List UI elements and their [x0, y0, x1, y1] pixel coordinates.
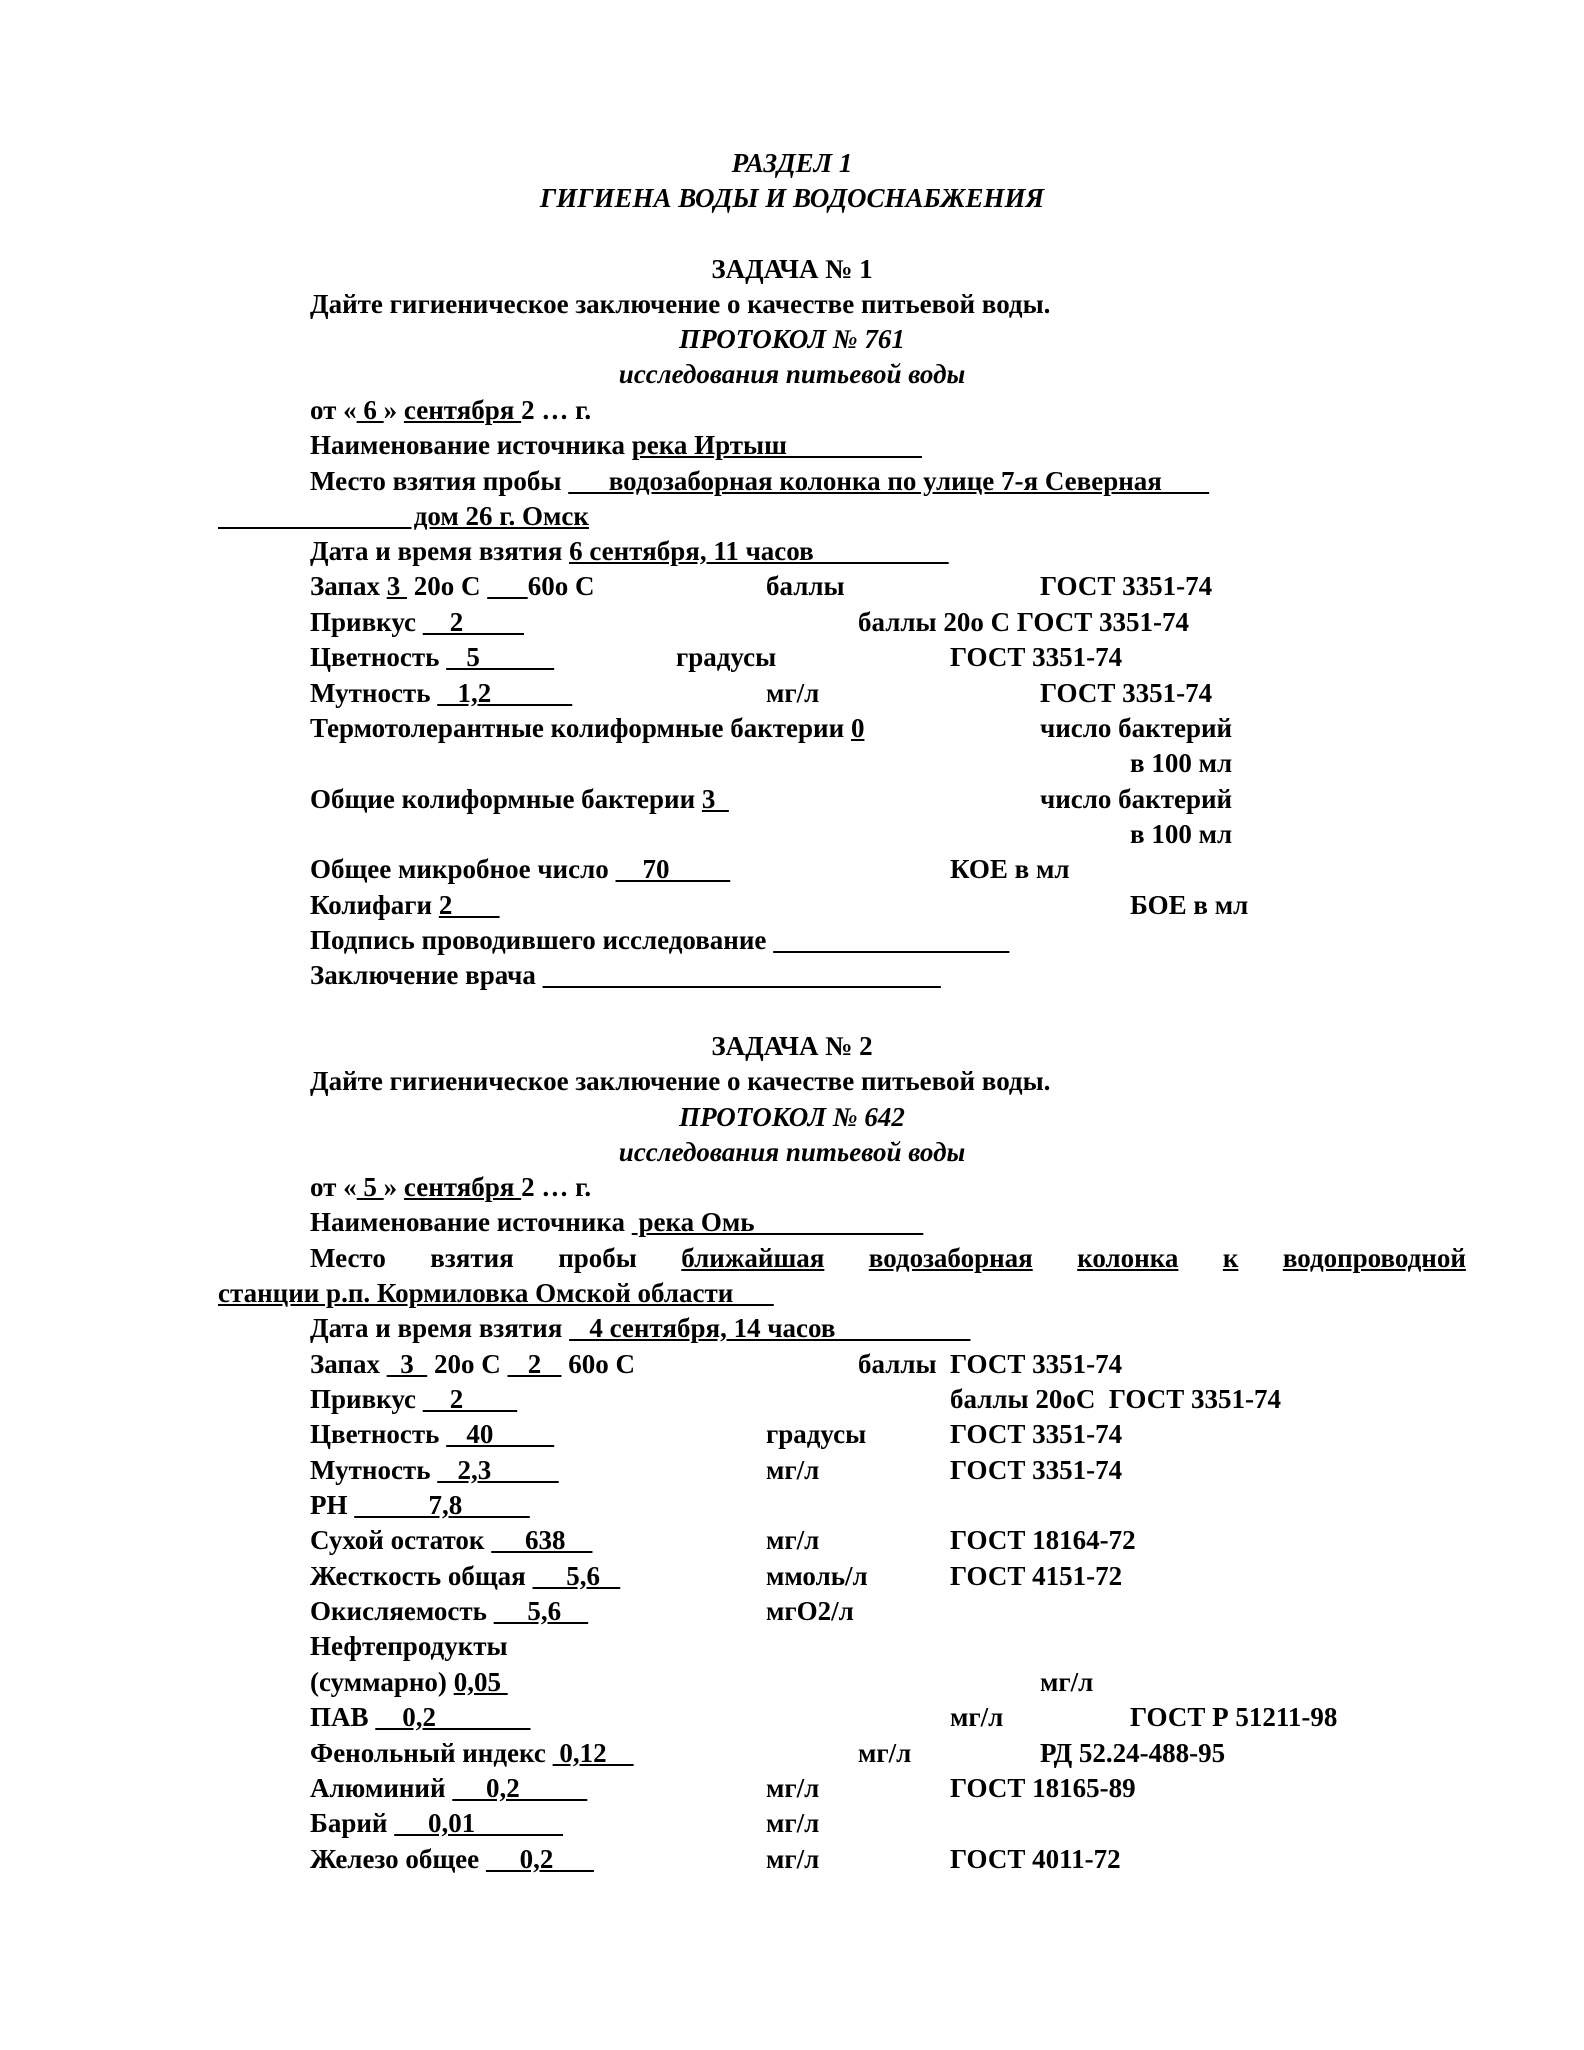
section-title: ГИГИЕНА ВОДЫ И ВОДОСНАБЖЕНИЯ	[539, 183, 1045, 213]
task1-color-gost: ГОСТ 3351-74	[950, 642, 1123, 672]
task2-pav-unit: мг/л	[950, 1702, 1004, 1732]
task1-signature: Подпись проводившего исследование	[310, 925, 774, 955]
task1-coliform-unit: число бактерий	[1040, 784, 1233, 814]
task1-thermo: Термотолерантные колиформные бактерии 0	[310, 713, 865, 743]
task2-iron-gost: ГОСТ 4011-72	[950, 1844, 1121, 1874]
task2-ph: РН 7,8	[310, 1490, 530, 1520]
task1-heading: ЗАДАЧА № 1	[711, 254, 873, 284]
task2-pav: ПАВ 0,2	[310, 1702, 531, 1732]
task2-smell: Запах 3 20о С 2 60о С	[310, 1349, 635, 1379]
task1-turbidity: Мутность 1,2	[310, 678, 573, 708]
task2-color-gost: ГОСТ 3351-74	[950, 1419, 1123, 1449]
task2-phenol-gost: РД 52.24-488-95	[1040, 1738, 1226, 1768]
task2-dry-unit: мг/л	[766, 1525, 820, 1555]
task2-iron-unit: мг/л	[766, 1844, 820, 1874]
task1-coliform: Общие колиформные бактерии 3	[310, 784, 729, 814]
task1-datetime: Дата и время взятия 6 сентября, 11 часов	[310, 536, 949, 566]
task2-taste: Привкус 2	[310, 1384, 518, 1414]
task2-pav-gost: ГОСТ Р 51211-98	[1130, 1702, 1338, 1732]
task2-protocol-sub: исследования питьевой воды	[618, 1137, 966, 1167]
task2-oil: (суммарно) 0,05	[310, 1667, 508, 1697]
task2-instruction: Дайте гигиеническое заключение о качестве питьевой воды.	[310, 1066, 1051, 1096]
task2-place-cont: станции р.п. Кормиловка Омской области	[218, 1278, 774, 1308]
task1-smell-unit: баллы	[766, 571, 845, 601]
task2-hardness-gost: ГОСТ 4151-72	[950, 1561, 1123, 1591]
task2-aluminium: Алюминий 0,2	[310, 1773, 588, 1803]
task1-source: Наименование источника река Иртыш	[310, 430, 922, 460]
task2-oxid-unit: мгО2/л	[766, 1596, 854, 1626]
task2-turbidity: Мутность 2,3	[310, 1455, 559, 1485]
task2-heading: ЗАДАЧА № 2	[711, 1031, 873, 1061]
task2-source: Наименование источника река Омь	[310, 1207, 924, 1237]
task2-oil-unit: мг/л	[1040, 1667, 1094, 1697]
task1-turbidity-gost: ГОСТ 3351-74	[1040, 678, 1213, 708]
task1-taste-unit: баллы 20о С ГОСТ 3351-74	[858, 607, 1189, 637]
task2-protocol: ПРОТОКОЛ № 642	[679, 1102, 905, 1132]
task1-place: Место взятия пробы водозаборная колонка по улице 7-я Северная	[310, 466, 1210, 496]
task2-smell-gost: ГОСТ 3351-74	[950, 1349, 1123, 1379]
task1-protocol-sub: исследования питьевой воды	[618, 359, 966, 389]
task2-phenol-unit: мг/л	[858, 1738, 912, 1768]
task2-turbidity-unit: мг/л	[766, 1455, 820, 1485]
task1-thermo-unit: число бактерий	[1040, 713, 1233, 743]
task2-hardness-unit: ммоль/л	[766, 1561, 868, 1591]
task2-barium-unit: мг/л	[766, 1808, 820, 1838]
task1-instruction: Дайте гигиеническое заключение о качестве питьевой воды.	[310, 289, 1051, 319]
task2-datetime: Дата и время взятия 4 сентября, 14 часов	[310, 1313, 971, 1343]
task1-coliphage-unit: БОЕ в мл	[1130, 890, 1249, 920]
task1-coliform-unit2: в 100 мл	[1130, 819, 1233, 849]
task2-dry: Сухой остаток 638	[310, 1525, 593, 1555]
task1-thermo-unit2: в 100 мл	[1130, 748, 1233, 778]
task1-date: от « 6 » сентября 2 … г.	[310, 395, 592, 425]
task1-taste: Привкус 2	[310, 607, 524, 637]
task1-coliphage: Колифаги 2	[310, 890, 500, 920]
task2-phenol: Фенольный индекс 0,12	[310, 1738, 634, 1768]
task2-turbidity-gost: ГОСТ 3351-74	[950, 1455, 1123, 1485]
section-label: РАЗДЕЛ 1	[731, 148, 853, 178]
task2-color: Цветность 40	[310, 1419, 555, 1449]
task1-protocol: ПРОТОКОЛ № 761	[679, 324, 905, 354]
task2-oil-label: Нефтепродукты	[310, 1631, 508, 1661]
task1-conclusion: Заключение врача	[310, 960, 543, 990]
task2-iron: Железо общее 0,2	[310, 1844, 594, 1874]
task2-aluminium-unit: мг/л	[766, 1773, 820, 1803]
task2-taste-unit: баллы 20оС ГОСТ 3351-74	[950, 1384, 1281, 1414]
task1-microbial-unit: КОЕ в мл	[950, 854, 1070, 884]
task2-hardness: Жесткость общая 5,6	[310, 1561, 621, 1591]
task2-barium: Барий 0,01	[310, 1808, 563, 1838]
task2-place: Место взятия пробы ближайшая водозаборная колонка к водопроводной	[310, 1243, 1466, 1273]
task2-dry-gost: ГОСТ 18164-72	[950, 1525, 1136, 1555]
task2-smell-unit: баллы	[858, 1349, 937, 1379]
task2-aluminium-gost: ГОСТ 18165-89	[950, 1773, 1136, 1803]
task2-date: от « 5 » сентября 2 … г.	[310, 1172, 592, 1202]
task1-color: Цветность 5	[310, 642, 555, 672]
task1-microbial: Общее микробное число 70	[310, 854, 731, 884]
task2-color-unit: градусы	[766, 1419, 867, 1449]
task1-turbidity-unit: мг/л	[766, 678, 820, 708]
task2-oxid: Окисляемость 5,6	[310, 1596, 589, 1626]
task1-place-cont: дом 26 г. Омск	[218, 501, 589, 531]
task1-smell: Запах 3 20о С 60о С	[310, 571, 595, 601]
task1-smell-gost: ГОСТ 3351-74	[1040, 571, 1213, 601]
task1-color-unit: градусы	[676, 642, 777, 672]
